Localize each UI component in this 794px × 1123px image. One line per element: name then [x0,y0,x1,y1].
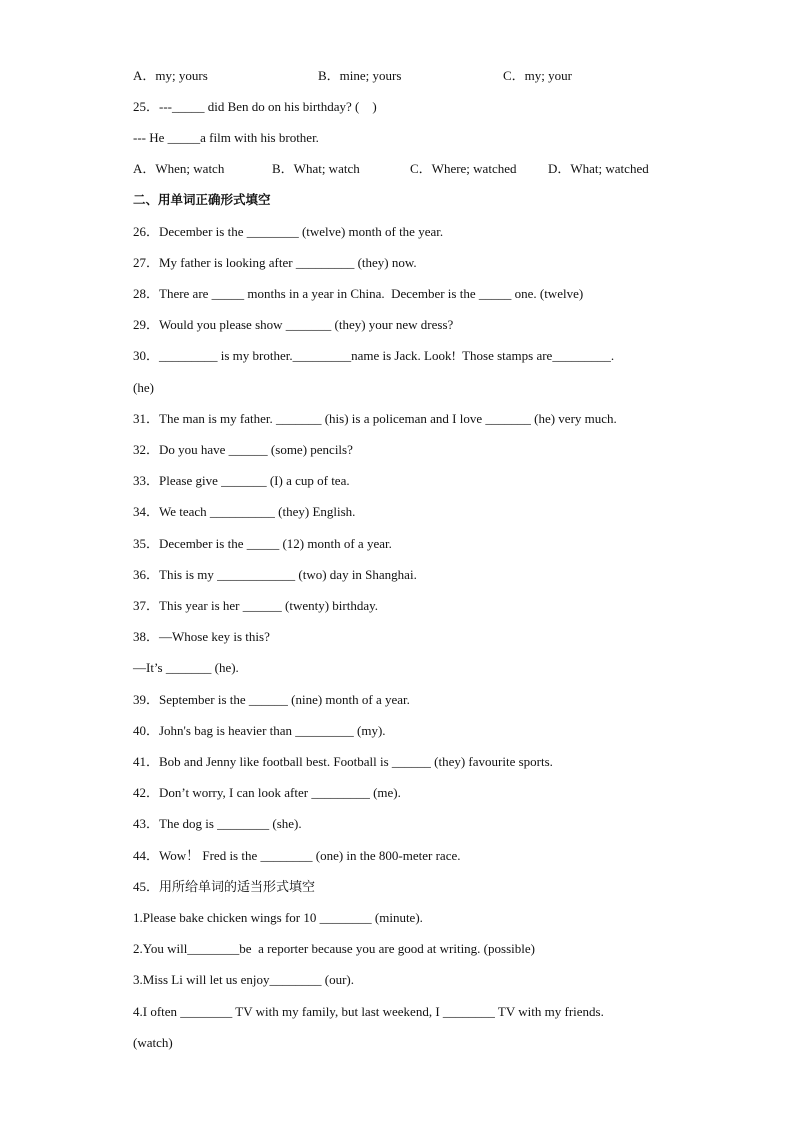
q45-item-continued: (watch) [133,1035,173,1050]
q25-option-a: A．When; watch [133,161,225,176]
question-line: 42．Don’t worry, I can look after _________ (me). [133,785,401,800]
question-line: 32．Do you have ______ (some) pencils? [133,442,353,457]
question-line: 34．We teach __________ (they) English. [133,504,356,519]
section-heading: 二、用单词正确形式填空 [133,192,271,207]
question-line: 36．This is my ____________ (two) day in Shanghai. [133,567,417,582]
question-line: 38．—Whose key is this? [133,629,270,644]
question-line: 30．_________ is my brother._________name is Jack. Look! Those stamps are_________. [133,348,615,363]
q24-option-c: C．my; your [503,68,572,83]
q45-item: 1.Please bake chicken wings for 10 ________ (minute). [133,910,423,925]
question-line: 35．December is the _____ (12) month of a year. [133,536,392,551]
q25-option-d: D．What; watched [548,161,649,176]
q45-heading: 45．用所给单词的适当形式填空 [133,879,316,894]
question-line: 33．Please give _______ (I) a cup of tea. [133,473,350,488]
question-line: 40．John's bag is heavier than _________ (my). [133,723,386,738]
q25-option-b: B．What; watch [272,161,360,176]
question-line: 41．Bob and Jenny like football best. Football is ______ (they) favourite sports. [133,754,553,769]
q25-answer-line: --- He _____a film with his brother. [133,130,319,145]
question-line: 29．Would you please show _______ (they) your new dress? [133,317,454,332]
q24-option-b: B．mine; yours [318,68,402,83]
question-line: 37．This year is her ______ (twenty) birthday. [133,598,379,613]
q25-option-c: C．Where; watched [410,161,517,176]
question-line: 28．There are _____ months in a year in China. December is the _____ one. (twelve) [133,286,584,301]
question-line: 43．The dog is ________ (she). [133,816,302,831]
question-line: 39．September is the ______ (nine) month of a year. [133,692,410,707]
q45-item: 3.Miss Li will let us enjoy________ (our). [133,972,354,987]
question-line: 26．December is the ________ (twelve) month of the year. [133,224,444,239]
q25-stem: 25．---_____ did Ben do on his birthday? ( ) [133,99,377,114]
question-line: 44．Wow！ Fred is the ________ (one) in the 800-meter race. [133,848,461,863]
question-line: 27．My father is looking after _________ (they) now. [133,255,417,270]
question-line-continued: —It’s _______ (he). [133,660,239,675]
q24-option-a: A．my; yours [133,68,208,83]
question-line: 31．The man is my father. _______ (his) is a policeman and I love _______ (he) very much. [133,411,617,426]
q45-item: 4.I often ________ TV with my family, but last weekend, I ________ TV with my friends. [133,1004,604,1019]
question-line-continued: (he) [133,380,154,395]
q45-item: 2.You will________be a reporter because you are good at writing. (possible) [133,941,535,956]
